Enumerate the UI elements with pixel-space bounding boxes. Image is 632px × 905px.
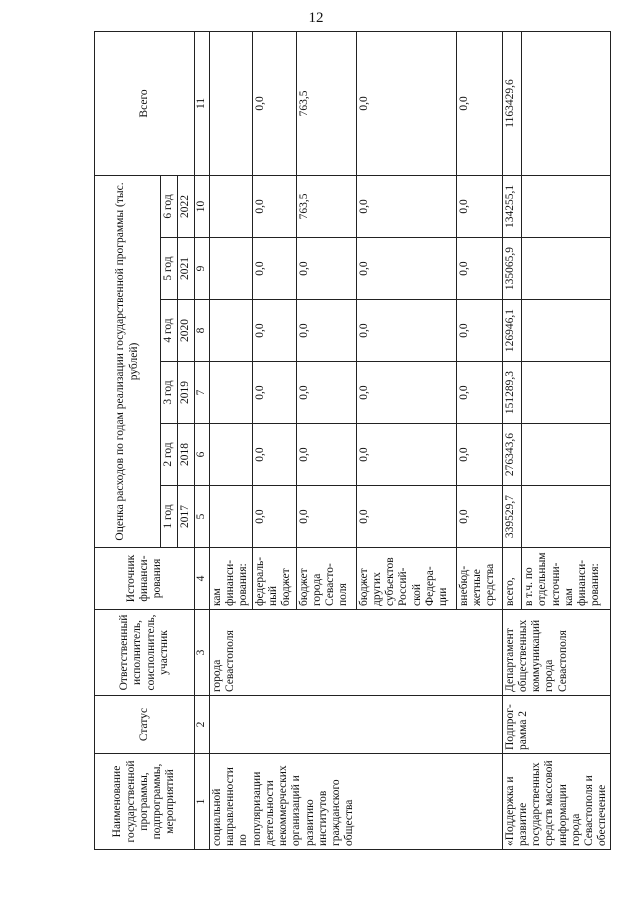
header-status: Статус: [95, 696, 195, 754]
value-cell: [522, 238, 611, 300]
status-cell: Подпрог-рамма 2: [502, 696, 611, 754]
column-number: 6: [195, 424, 210, 486]
year-label: 6 год: [161, 175, 178, 237]
value-cell: 0,0: [296, 424, 356, 486]
year-value: 2022: [178, 175, 195, 237]
value-cell: 0,0: [296, 486, 356, 548]
total-cell: [522, 31, 611, 175]
source-cell: федераль-ный бюджет: [252, 548, 296, 610]
column-number: 2: [195, 696, 210, 754]
source-cell: всего,: [502, 548, 522, 610]
value-cell: [522, 362, 611, 424]
total-cell: 0,0: [356, 31, 456, 175]
source-cell: в т.ч. по отдельным источни-кам финанси-рования:: [522, 548, 611, 610]
year-value: 2019: [178, 362, 195, 424]
value-cell: 135065,9: [502, 238, 522, 300]
value-cell: 126946,1: [502, 300, 522, 362]
header-source: Источник финанси-рования: [95, 548, 195, 610]
value-cell: 0,0: [356, 175, 456, 237]
total-cell: 0,0: [456, 31, 502, 175]
budget-table-rotated: [94, 32, 609, 850]
header-total: Всего: [95, 31, 195, 175]
value-cell: 0,0: [356, 300, 456, 362]
value-cell: 0,0: [252, 424, 296, 486]
value-cell: 0,0: [252, 175, 296, 237]
total-cell: 763,5: [296, 31, 356, 175]
value-cell: [522, 486, 611, 548]
value-cell: 276343,6: [502, 424, 522, 486]
total-cell: 0,0: [252, 31, 296, 175]
value-cell: [210, 175, 253, 237]
value-cell: 0,0: [252, 362, 296, 424]
value-cell: 0,0: [456, 238, 502, 300]
header-name: Наименование государственной программы, подпрограммы, мероприятий: [95, 754, 195, 850]
value-cell: 0,0: [356, 238, 456, 300]
value-cell: 763,5: [296, 175, 356, 237]
table-row: [210, 31, 253, 849]
status-cell: [210, 696, 503, 754]
total-cell: 1163429,6: [502, 31, 522, 175]
value-cell: 0,0: [356, 424, 456, 486]
value-cell: [522, 175, 611, 237]
column-number: 9: [195, 238, 210, 300]
value-cell: 0,0: [356, 362, 456, 424]
column-number: 3: [195, 610, 210, 696]
value-cell: [210, 362, 253, 424]
source-cell: бюджет города Севасто-поля: [296, 548, 356, 610]
value-cell: [210, 486, 253, 548]
value-cell: 339529,7: [502, 486, 522, 548]
column-number: 4: [195, 548, 210, 610]
value-cell: 0,0: [456, 362, 502, 424]
header-executor: Ответственный исполнитель, соисполнитель, участник: [95, 610, 195, 696]
value-cell: 0,0: [296, 362, 356, 424]
source-cell: кам финанси-рования:: [210, 548, 253, 610]
year-label: 4 год: [161, 300, 178, 362]
total-cell: [210, 31, 253, 175]
column-number: 5: [195, 486, 210, 548]
source-cell: внебюд-жетные средства: [456, 548, 502, 610]
value-cell: 0,0: [356, 486, 456, 548]
source-cell: бюджет других субъектов Россий-ской Федера-ции: [356, 548, 456, 610]
executor-cell: Департамент общественных коммуникаций города Севастополя: [502, 610, 611, 696]
value-cell: 0,0: [252, 486, 296, 548]
column-number-row: [195, 31, 210, 849]
program-name-cell: «Поддержка и развитие государственных средств массовой информации города Севастополя и обеспечение: [502, 754, 611, 850]
value-cell: 134255,1: [502, 175, 522, 237]
year-value: 2018: [178, 424, 195, 486]
value-cell: 0,0: [456, 486, 502, 548]
value-cell: [522, 424, 611, 486]
executor-cell: города Севастополя: [210, 610, 503, 696]
value-cell: [210, 424, 253, 486]
value-cell: 0,0: [252, 300, 296, 362]
year-label: 1 год: [161, 486, 178, 548]
year-value: 2017: [178, 486, 195, 548]
value-cell: 0,0: [252, 238, 296, 300]
value-cell: [210, 238, 253, 300]
year-label: 5 год: [161, 238, 178, 300]
header-estimate: Оценка расходов по годам реализации государственной программы (тыс. рублей): [95, 175, 161, 547]
value-cell: 0,0: [296, 300, 356, 362]
table-row: [502, 31, 522, 849]
year-value: 2020: [178, 300, 195, 362]
year-label: 2 год: [161, 424, 178, 486]
column-number: 7: [195, 362, 210, 424]
value-cell: 0,0: [456, 300, 502, 362]
value-cell: 151289,3: [502, 362, 522, 424]
value-cell: 0,0: [456, 424, 502, 486]
value-cell: [522, 300, 611, 362]
program-name-cell: социальной направленности по популяризации деятельности некоммерческих организаций и развитию институтов гражданского общества: [210, 754, 503, 850]
value-cell: 0,0: [296, 238, 356, 300]
year-label: 3 год: [161, 362, 178, 424]
year-value: 2021: [178, 238, 195, 300]
value-cell: 0,0: [456, 175, 502, 237]
page-number: 12: [308, 10, 324, 26]
value-cell: [210, 300, 253, 362]
column-number: 8: [195, 300, 210, 362]
column-number: 1: [195, 754, 210, 850]
column-number: 10: [195, 175, 210, 237]
budget-table: [94, 31, 611, 850]
column-number: 11: [195, 31, 210, 175]
